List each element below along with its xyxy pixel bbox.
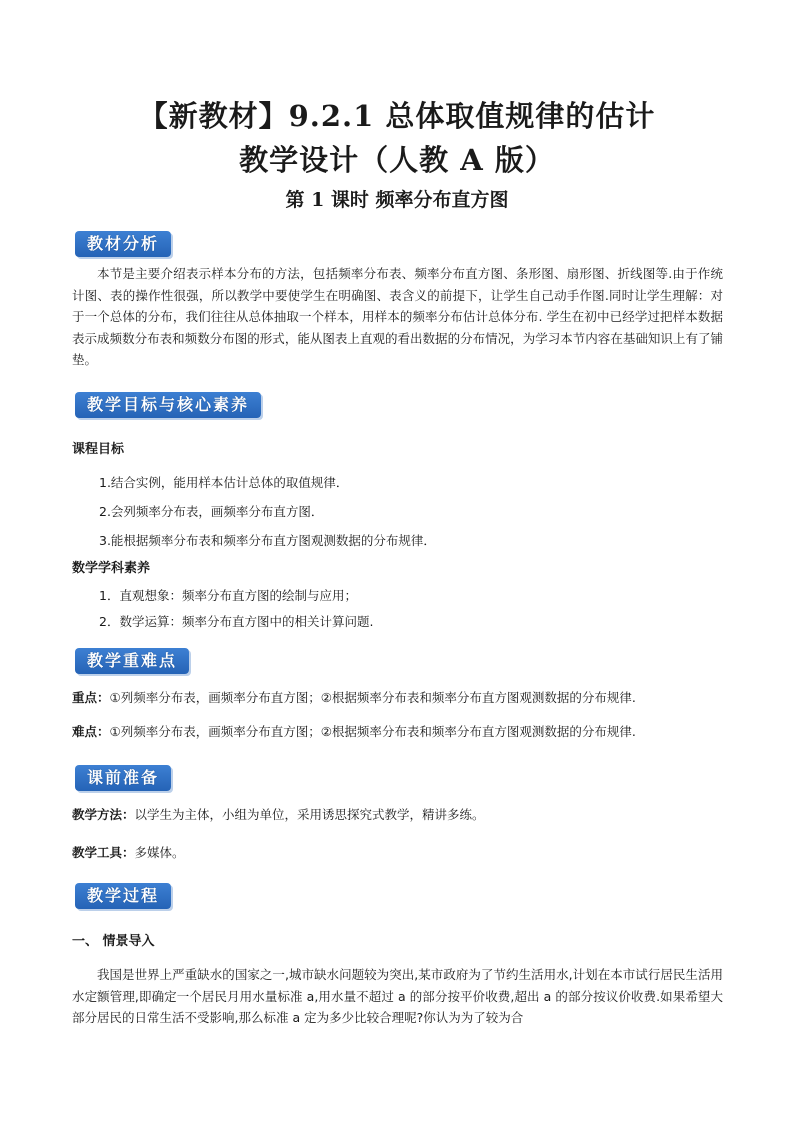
literacy-item: 2．数学运算：频率分布直方图中的相关计算问题. xyxy=(99,614,374,629)
course-goal-item: 3.能根据频率分布表和频率分布直方图观测数据的分布规律． xyxy=(99,533,436,548)
scene-intro-paragraph: 我国是世界上严重缺水的国家之一,城市缺水问题较为突出,某市政府为了节约生活用水,计划在本市试行居民生活用水定额管理,即确定一个居民月用水量标准 a,用水量不超过 a 的部分按平价收费,超出 a 的部分按议价收费.如果希望大部分居民的日常生活不受影响,那么标准 a 定为多少比较合理呢?你认为为了较为合 xyxy=(72,967,723,1025)
teaching-tools-text: 多媒体。 xyxy=(134,845,185,860)
literacy-heading: 数学学科素养 xyxy=(72,561,151,576)
course-goals-heading: 课程目标 xyxy=(72,442,125,457)
analysis-paragraph: 本节是主要介绍表示样本分布的方法，包括频率分布表、频率分布直方图、条形图、扇形图、折线图等.由于作统计图、表的操作性很强，所以教学中要使学生在明确图、表含义的前提下，让学生自己动手作图.同时让学生理解：对于一个总体的分布，我们往往从总体抽取一个样本，用样本的频率分布估计总体分布. 学生在初中已经学过把样本数据表示成频数分布表和频数分布图的形式，能从图表上直观的看出数据的分布情况，为学习本节内容在基础知识上有了铺垫。 xyxy=(72,266,723,367)
section-badge-analysis: 教材分析 xyxy=(75,231,171,257)
key-point-text: ①列频率分布表，画频率分布直方图；②根据频率分布表和频率分布直方图观测数据的分布规律. xyxy=(109,690,636,705)
course-goal-item: 1.结合实例，能用样本估计总体的取值规律． xyxy=(99,475,349,490)
section-badge-process: 教学过程 xyxy=(75,883,171,909)
document-title: 【新教材】9.2.1 总体取值规律的估计 xyxy=(138,99,656,133)
teaching-method-text: 以学生为主体，小组为单位，采用诱思探究式教学，精讲多练。 xyxy=(134,807,485,822)
literacy-item: 1．直观想象：频率分布直方图的绘制与应用； xyxy=(99,588,357,603)
key-point-line xyxy=(72,688,636,708)
document-title-line2: 教学设计（人教 A 版） xyxy=(239,143,555,177)
teaching-method-label: 教学方法： xyxy=(72,807,135,822)
difficult-point-label: 难点： xyxy=(72,724,110,739)
difficult-point-line xyxy=(72,722,636,742)
difficult-point-text: ①列频率分布表，画频率分布直方图；②根据频率分布表和频率分布直方图观测数据的分布规律. xyxy=(109,724,636,739)
section-badge-key-points: 教学重难点 xyxy=(75,648,189,674)
teaching-tools-label: 教学工具： xyxy=(72,845,135,860)
lesson-subtitle: 第 1 课时 频率分布直方图 xyxy=(285,189,509,211)
section-badge-preparation: 课前准备 xyxy=(75,765,171,791)
scene-intro-heading: 一、 情景导入 xyxy=(72,934,155,949)
teaching-tools-line xyxy=(72,843,185,863)
section-badge-goals: 教学目标与核心素养 xyxy=(75,392,261,418)
course-goal-item: 2.会列频率分布表，画频率分布直方图． xyxy=(99,504,324,519)
teaching-method-line xyxy=(72,805,485,825)
key-point-label: 重点： xyxy=(72,690,110,705)
